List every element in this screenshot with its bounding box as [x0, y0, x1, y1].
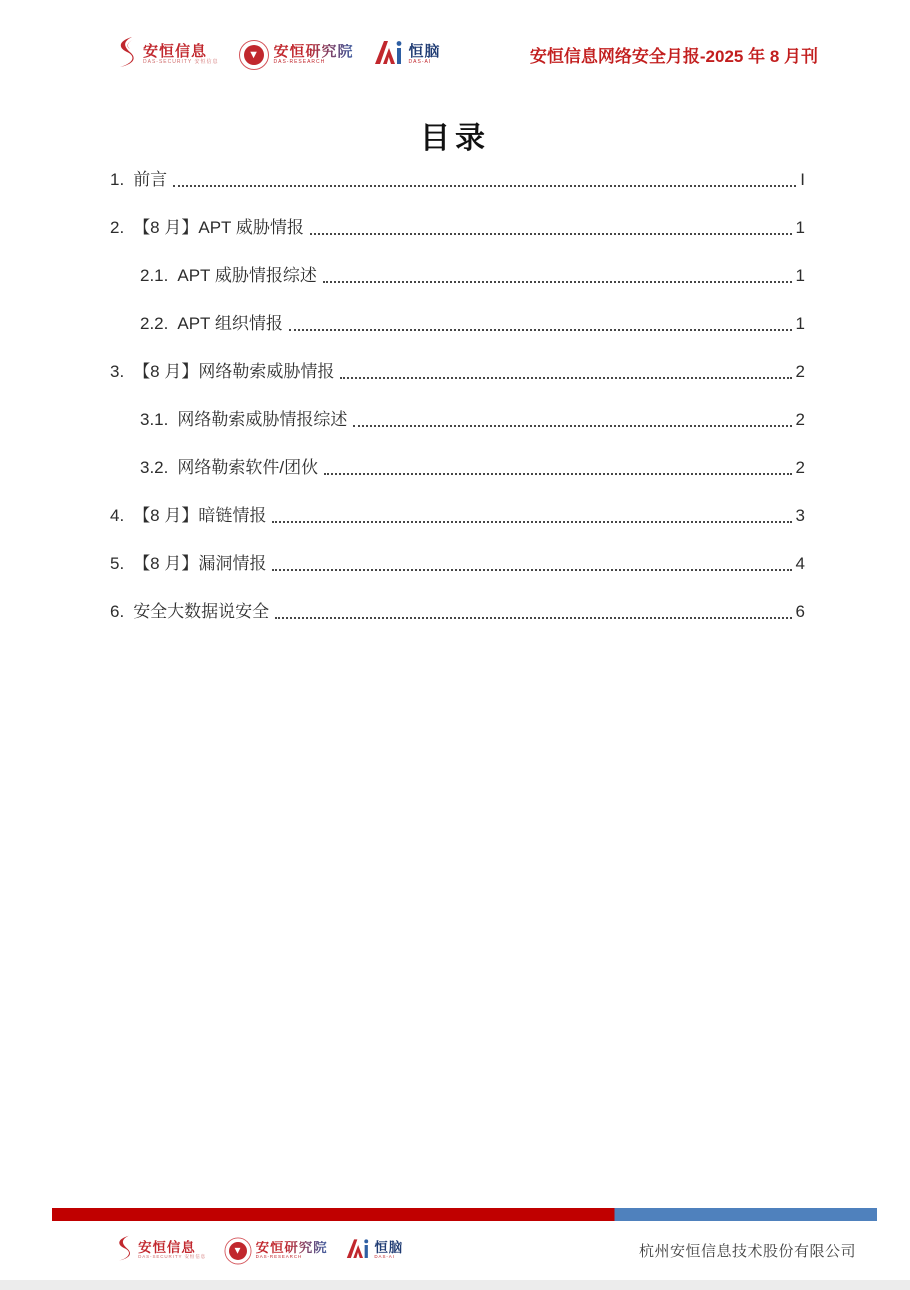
toc-entry-page: 6: [795, 602, 805, 621]
das-security-wordmark: 安恒信息: [143, 43, 208, 60]
das-research-emblem-icon: ▼: [239, 40, 269, 70]
table-of-contents: [110, 154, 805, 634]
das-research-wordmark: 安恒研究院: [273, 43, 354, 60]
toc-entry-page: 3: [795, 506, 805, 525]
toc-dot-leader: [173, 185, 796, 187]
toc-entry-number: 3.2.: [140, 458, 169, 477]
das-ai-mark-icon: [346, 1237, 370, 1263]
das-security-swoosh-icon: [112, 36, 138, 73]
toc-dot-leader: [353, 425, 791, 427]
das-ai-tagline: DAS-AI: [374, 1253, 395, 1260]
toc-entry-3-2[interactable]: [110, 442, 805, 490]
page-header: [112, 36, 818, 73]
toc-dot-leader: [323, 281, 792, 283]
toc-entry-label: 网络勒索软件/团伙: [177, 458, 319, 477]
logo-das-ai: [346, 1237, 404, 1263]
toc-entry-number: 2.1.: [140, 266, 169, 285]
toc-entry-number: 3.: [110, 362, 125, 381]
toc-entry-label: 安全大数据说安全: [133, 602, 270, 621]
toc-entry-6[interactable]: [110, 586, 805, 634]
toc-entry-2-2[interactable]: [110, 298, 805, 346]
toc-entry-label: APT 组织情报: [177, 314, 283, 333]
das-research-wordmark: 安恒研究院: [255, 1239, 328, 1255]
toc-entry-page: 1: [795, 314, 805, 333]
das-ai-wordmark: 恒脑: [408, 43, 441, 60]
toc-dot-leader: [340, 377, 791, 379]
toc-entry-number: 1.: [110, 170, 125, 189]
toc-heading: 目录: [420, 122, 490, 155]
toc-entry-label: APT 威胁情报综述: [177, 266, 317, 285]
das-security-tagline: DAS-SECURITY 安恒信息: [138, 1253, 207, 1260]
toc-dot-leader: [324, 473, 791, 475]
das-security-wordmark: 安恒信息: [138, 1239, 196, 1255]
logo-das-security: [112, 1234, 206, 1266]
toc-entry-3[interactable]: [110, 346, 805, 394]
toc-entry-number: 2.: [110, 218, 125, 237]
toc-entry-5[interactable]: [110, 538, 805, 586]
page-footer: [112, 1228, 856, 1272]
toc-entry-label: 【8 月】APT 威胁情报: [133, 218, 304, 237]
toc-entry-page: 4: [795, 554, 805, 573]
toc-dot-leader: [275, 617, 791, 619]
toc-dot-leader: [272, 569, 791, 571]
das-ai-tagline: DAS-AI: [408, 58, 432, 65]
logo-das-research: [239, 40, 354, 70]
toc-entry-1[interactable]: [110, 154, 805, 202]
toc-entry-2-1[interactable]: [110, 250, 805, 298]
das-security-swoosh-icon: [112, 1234, 134, 1266]
logo-das-ai: [374, 39, 441, 70]
page-bottom-edge: [0, 1280, 910, 1290]
toc-entry-page: 1: [795, 266, 805, 285]
das-ai-mark-icon: [374, 39, 404, 70]
toc-entry-label: 【8 月】暗链情报: [133, 506, 267, 525]
toc-entry-4[interactable]: [110, 490, 805, 538]
toc-entry-number: 6.: [110, 602, 125, 621]
toc-entry-page: 2: [795, 362, 805, 381]
logo-das-security: [112, 36, 219, 73]
toc-entry-page: 1: [795, 218, 805, 237]
report-title: 安恒信息网络安全月报-2025 年 8 月刊: [529, 47, 818, 66]
toc-entry-page: 2: [795, 458, 805, 477]
footer-divider-bar: [52, 1208, 877, 1221]
das-research-emblem-icon: ▼: [224, 1237, 251, 1264]
toc-entry-label: 网络勒索威胁情报综述: [177, 410, 348, 429]
toc-entry-page: I: [800, 170, 805, 189]
toc-entry-number: 2.2.: [140, 314, 169, 333]
logo-das-research: [224, 1237, 328, 1264]
das-security-tagline: DAS-SECURITY 安恒信息: [143, 58, 219, 65]
toc-entry-3-1[interactable]: [110, 394, 805, 442]
toc-dot-leader: [272, 521, 791, 523]
company-name: 杭州安恒信息技术股份有限公司: [638, 1242, 856, 1260]
toc-dot-leader: [310, 233, 792, 235]
das-research-tagline: DAS-RESEARCH: [273, 58, 326, 65]
toc-entry-page: 2: [795, 410, 805, 429]
header-logo-group: [112, 36, 441, 73]
footer-logo-group: [112, 1234, 403, 1266]
toc-entry-number: 4.: [110, 506, 125, 525]
toc-entry-number: 5.: [110, 554, 125, 573]
toc-entry-number: 3.1.: [140, 410, 169, 429]
toc-entry-label: 前言: [133, 170, 168, 189]
toc-entry-2[interactable]: [110, 202, 805, 250]
toc-entry-label: 【8 月】网络勒索威胁情报: [133, 362, 335, 381]
toc-dot-leader: [289, 329, 792, 331]
das-research-tagline: DAS-RESEARCH: [255, 1253, 303, 1260]
das-ai-wordmark: 恒脑: [374, 1239, 404, 1255]
toc-entry-label: 【8 月】漏洞情报: [133, 554, 267, 573]
